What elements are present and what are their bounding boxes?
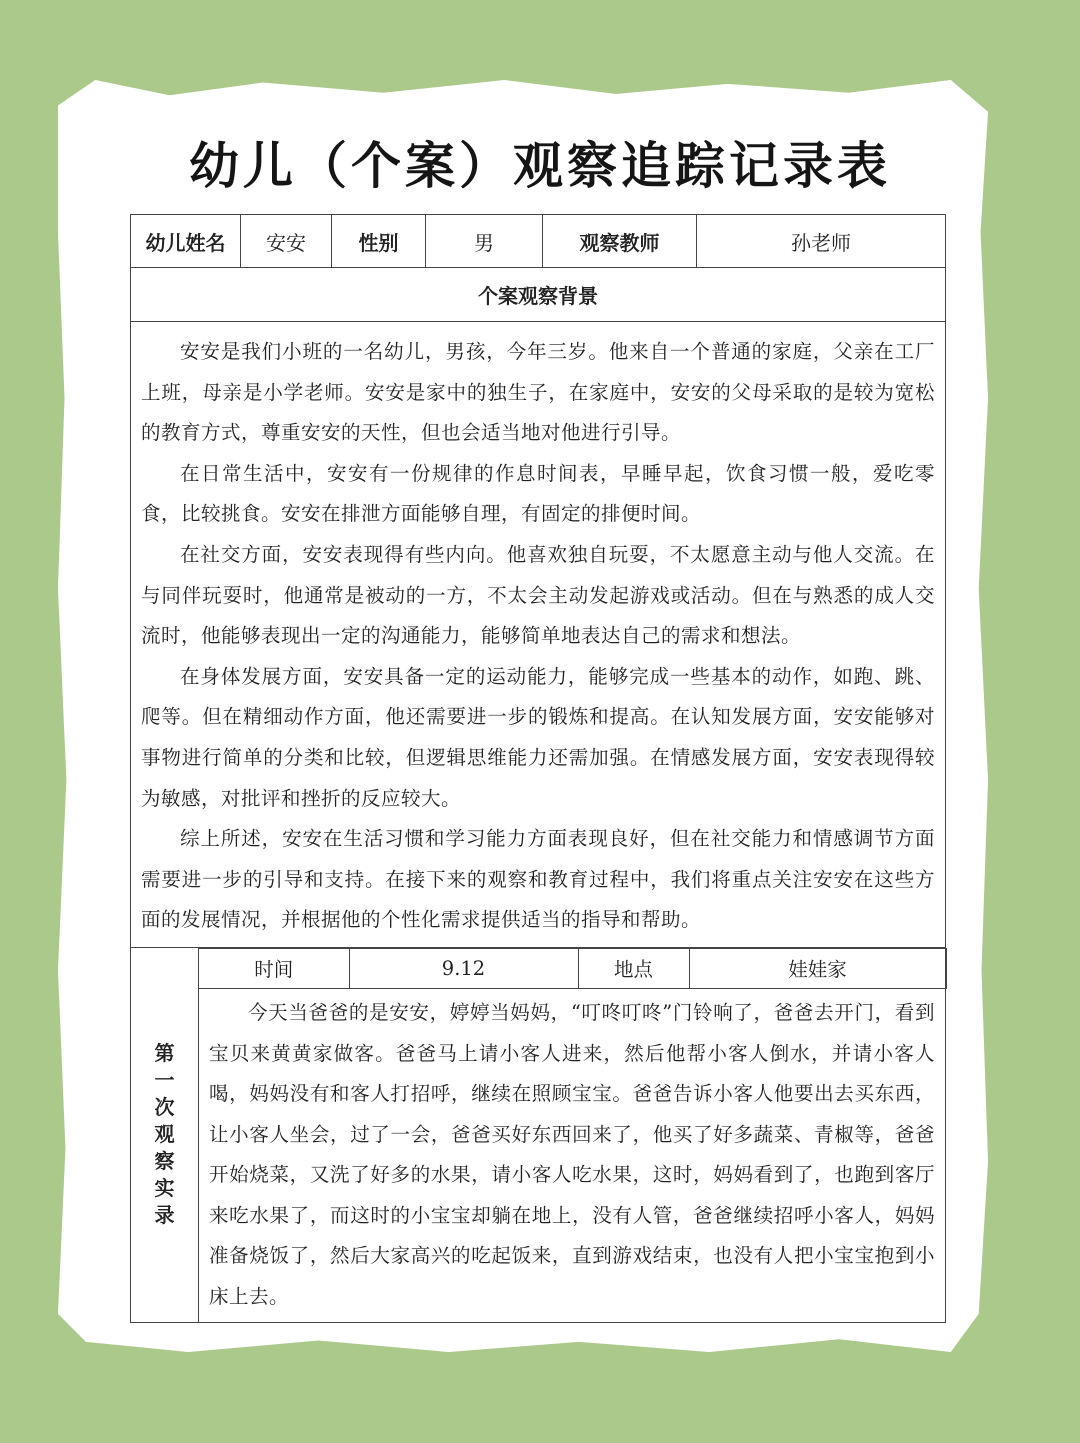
background-paragraph: 在身体发展方面，安安具备一定的运动能力，能够完成一些基本的动作，如跑、跳、爬等。但在精细动作方面，他还需要进一步的锻炼和提高。在认知发展方面，安安能够对事物进行简单的分类和比较，但逻辑思维能力还需加强。在情感发展方面，安安表现得较为敏感，对批评和挫折的反应较大。 <box>141 664 935 810</box>
place-label: 地点 <box>578 948 689 988</box>
side-char: 第 <box>154 1041 175 1066</box>
info-row <box>131 215 946 268</box>
side-char: 一 <box>154 1068 175 1093</box>
background-paragraph: 在日常生活中，安安有一份规律的作息时间表，早睡早起，饮食习惯一般，爱吃零食，比较挑食。安安在排泄方面能够自理，有固定的排便时间。 <box>141 461 935 526</box>
observation-side-label <box>131 947 199 1322</box>
observation-meta-table <box>199 948 947 989</box>
side-char: 录 <box>154 1203 175 1228</box>
place-value: 娃娃家 <box>689 948 946 988</box>
gender-value: 男 <box>426 215 543 268</box>
gender-label: 性别 <box>332 215 426 268</box>
background-row <box>131 322 946 948</box>
observation-record <box>199 989 945 1322</box>
background-paragraph: 综上所述，安安在生活习惯和学习能力方面表现良好，但在社交能力和情感调节方面需要进一步的引导和支持。在接下来的观察和教育过程中，我们将重点关注安安在这些方面的发展情况，并根据他的个性化需求提供适当的指导和帮助。 <box>141 827 935 932</box>
side-char: 实 <box>154 1176 175 1201</box>
page-title: 幼儿（个案）观察追踪记录表 <box>189 137 891 195</box>
observation-row <box>131 947 946 1322</box>
background-cell <box>131 322 946 948</box>
time-label: 时间 <box>199 948 349 988</box>
side-char: 次 <box>154 1095 175 1120</box>
time-value: 9.12 <box>349 948 578 988</box>
record-table <box>130 214 946 1323</box>
teacher-value: 孙老师 <box>697 215 946 268</box>
child-name-label: 幼儿姓名 <box>131 215 241 268</box>
background-paragraph: 安安是我们小班的一名幼儿，男孩，今年三岁。他来自一个普通的家庭，父亲在工厂上班，母亲是小学老师。安安是家中的独生子，在家庭中，安安的父母采取的是较为宽松的教育方式，尊重安安的天性，但也会适当地对他进行引导。 <box>141 340 935 445</box>
observation-content <box>199 947 946 1322</box>
teacher-label: 观察教师 <box>543 215 697 268</box>
background-heading: 个案观察背景 <box>131 268 946 322</box>
background-paragraph: 在社交方面，安安表现得有些内向。他喜欢独自玩耍，不太愿意主动与他人交流。在与同伴玩耍时，他通常是被动的一方，不太会主动发起游戏或活动。但在与熟悉的成人交流时，他能够表现出一定的沟通能力，能够简单地表达自己的需求和想法。 <box>141 542 935 648</box>
child-name-value: 安安 <box>241 215 332 268</box>
observation-record-text: 今天当爸爸的是安安，婷婷当妈妈，“叮咚叮咚”门铃响了，爸爸去开门，看到宝贝来黄黄家做客。爸爸马上请小客人进来，然后他帮小客人倒水，并请小客人喝，妈妈没有和客人打招呼，继续在照顾宝宝。爸爸告诉小客人他要出去买东西，让小客人坐会，过了一会，爸爸买好东西回来了，他买了好多蔬菜、青椒等，爸爸开始烧菜，又洗了好多的水果，请小客人吃水果，这时，妈妈看到了，也跑到客厅来吃水果了，而这时的小宝宝却躺在地上，没有人管，爸爸继续招呼小客人，妈妈准备烧饭了，然后大家高兴的吃起饭来，直到游戏结束，也没有人把小宝宝抱到小床上去。 <box>209 1000 935 1309</box>
side-char: 察 <box>154 1149 175 1174</box>
background-heading-row <box>131 268 946 322</box>
side-char: 观 <box>154 1122 175 1147</box>
